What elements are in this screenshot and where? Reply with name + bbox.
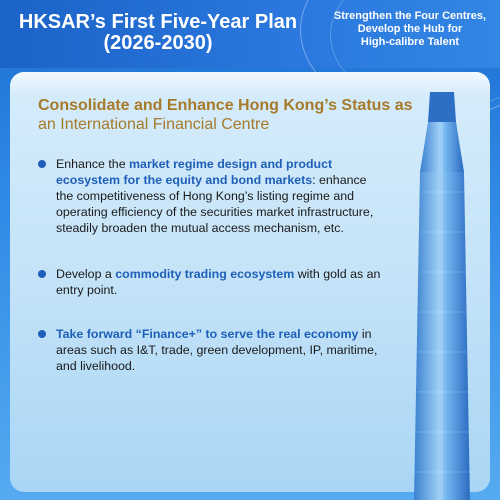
section-heading-line-2: an International Financial Centre — [38, 116, 270, 133]
bullet-text-pre: Enhance the — [56, 157, 130, 171]
bullet-dot-icon — [38, 160, 46, 168]
bullet-dot-icon — [38, 330, 46, 338]
bullet-text-post: in areas such as I&T, trade, green development, IP, maritime, and livelihood. — [56, 327, 378, 373]
tagline-line-3: High-calibre Talent — [360, 36, 460, 48]
list-item — [32, 326, 382, 374]
title-line-1: HKSAR’s First Five-Year Plan — [18, 11, 298, 33]
bullet-text-pre: Develop a — [56, 267, 116, 281]
bullet-highlight: Take forward “Finance+” to serve the real economy — [56, 327, 359, 341]
bullet-text-post: : enhance the competitiveness of Hong Kong’s listing regime and operating efficiency of the securities market infrastructure, steadily broaden the mutual access mechanism, etc. — [56, 173, 374, 235]
bullet-text-post: with gold as an entry point. — [56, 267, 381, 297]
header-bar — [0, 0, 500, 68]
tagline — [325, 10, 495, 49]
tagline-line-2: Develop the Hub for — [357, 23, 463, 35]
bullet-highlight: market regime design and product ecosystem for the equity and bond markets — [56, 157, 333, 187]
section-heading — [38, 96, 438, 134]
bullet-highlight: commodity trading ecosystem — [115, 267, 295, 281]
title-line-2: (2026-2030) — [103, 32, 213, 54]
bullet-list — [32, 156, 382, 374]
page-title — [8, 12, 308, 54]
list-item — [32, 266, 382, 298]
bullet-dot-icon — [38, 270, 46, 278]
skyscraper-illustration — [392, 92, 492, 500]
section-heading-line-1: Consolidate and Enhance Hong Kong’s Status as — [38, 97, 413, 114]
list-item — [32, 156, 382, 236]
tagline-line-1: Strengthen the Four Centres, — [333, 10, 487, 22]
